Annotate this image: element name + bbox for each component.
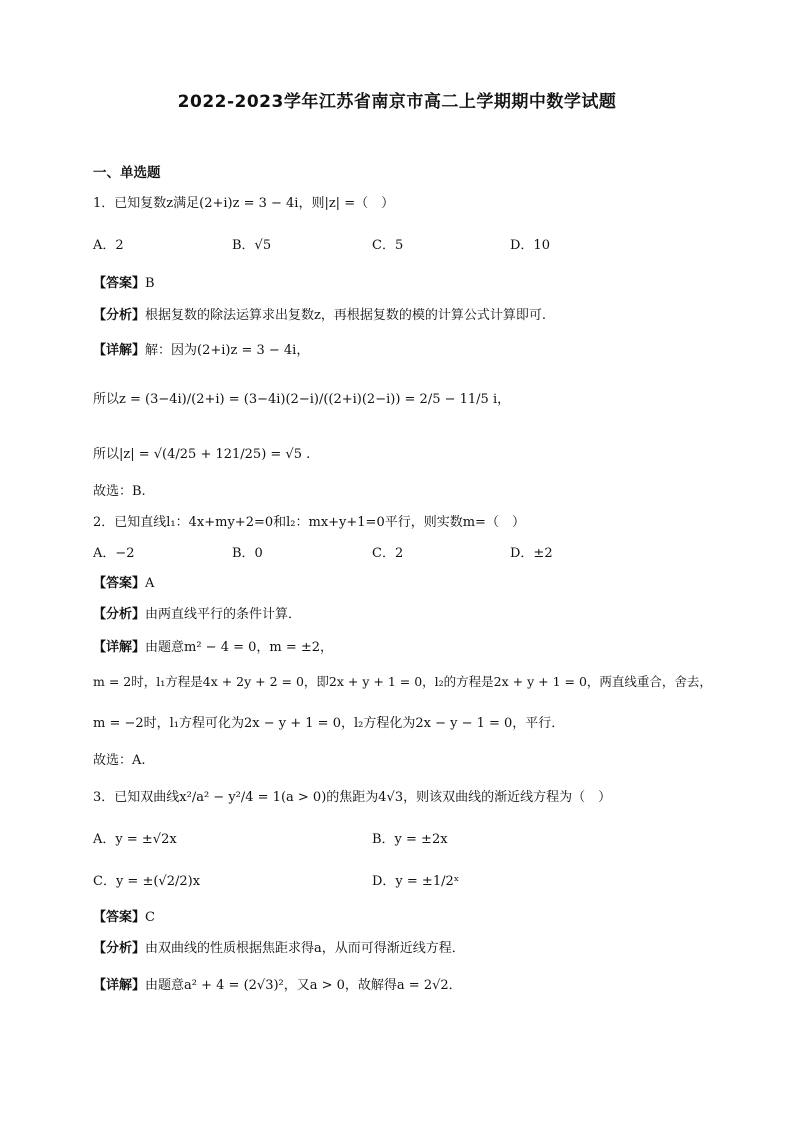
answer-label: 【答案】 — [93, 910, 146, 925]
detail-label: 【详解】 — [93, 343, 146, 358]
detail-label: 【详解】 — [93, 640, 146, 655]
detail-label: 【详解】 — [93, 978, 146, 993]
answer-label: 【答案】 — [93, 276, 146, 291]
section-heading: 一、单选题 — [93, 165, 161, 181]
q2-answer-line — [93, 572, 154, 591]
analysis-label: 【分析】 — [93, 308, 146, 323]
q2-option-b: B．0 — [232, 546, 263, 561]
q3-answer: C — [145, 910, 155, 925]
q1-stem: 1．已知复数z满足(2+i)z = 3 − 4i，则|z| =（ ） — [93, 196, 395, 211]
answer-label: 【答案】 — [93, 576, 146, 591]
q1-option-c: C．5 — [372, 238, 404, 253]
q3-stem: 3．已知双曲线x²/a² − y²/4 = 1(a > 0)的焦距为4√3，则该双曲线的渐近线方程为（ ） — [93, 790, 612, 805]
q2-detail-line-1 — [93, 636, 333, 655]
q1-detail-line-1 — [93, 339, 309, 358]
q1-option-b: B．√5 — [232, 238, 272, 253]
analysis-label: 【分析】 — [93, 607, 146, 622]
q1-choose: 故选：B. — [93, 484, 146, 499]
q2-option-d: D．±2 — [510, 546, 553, 561]
q3-option-a: A．y = ±√2x — [93, 832, 177, 847]
q2-analysis-line — [93, 603, 301, 622]
page-title: 2022-2023学年江苏省南京市高二上学期期中数学试题 — [177, 92, 617, 112]
q3-option-b: B．y = ±2x — [372, 832, 448, 847]
q1-answer-line — [93, 272, 155, 291]
q1-analysis-line — [93, 304, 546, 323]
q3-option-d: D．y = ±1/2ˣ — [372, 874, 460, 889]
q2-option-c: C．2 — [372, 546, 404, 561]
q2-detail-1: 由题意m² − 4 = 0，m = ±2， — [145, 640, 334, 655]
q2-stem: 2．已知直线l₁：4x+my+2=0和l₂：mx+y+1=0平行，则实数m=（ ） — [93, 515, 525, 530]
q1-option-d: D．10 — [510, 238, 550, 253]
q1-answer: B — [145, 276, 155, 291]
q1-option-a: A．2 — [93, 238, 124, 253]
q2-option-a: A．−2 — [93, 546, 135, 561]
q2-choose: 故选：A. — [93, 753, 146, 768]
analysis-label: 【分析】 — [93, 941, 146, 956]
q2-detail-2: m = 2时，l₁方程是4x + 2y + 2 = 0，即2x + y + 1 = 0，l₂的方程是2x + y + 1 = 0，两直线重合，舍去， — [93, 674, 712, 689]
q3-option-c: C．y = ±(√2/2)x — [93, 874, 201, 889]
q1-detail-2: 所以z = (3−4i)/(2+i) = (3−4i)(2−i)/((2+i)(2−i)) = 2/5 − 11/5 i， — [93, 392, 511, 407]
q2-detail-3: m = −2时，l₁方程可化为2x − y + 1 = 0，l₂方程化为2x − y − 1 = 0，平行． — [93, 716, 565, 731]
q3-answer-line — [93, 906, 155, 925]
q3-analysis: 由双曲线的性质根据焦距求得a，从而可得渐近线方程． — [145, 941, 465, 956]
q1-detail-1: 解：因为(2+i)z = 3 − 4i， — [145, 343, 310, 358]
q3-detail-line-1 — [93, 974, 462, 993]
q1-detail-3: 所以|z| = √(4/25 + 121/25) = √5 . — [93, 447, 311, 462]
q3-detail-1: 由题意a² + 4 = (2√3)²，又a > 0，故解得a = 2√2． — [145, 978, 462, 993]
q2-analysis: 由两直线平行的条件计算． — [145, 607, 302, 622]
q2-answer: A — [145, 576, 155, 591]
q1-analysis: 根据复数的除法运算求出复数z，再根据复数的模的计算公式计算即可. — [145, 308, 546, 323]
q3-analysis-line — [93, 937, 465, 956]
